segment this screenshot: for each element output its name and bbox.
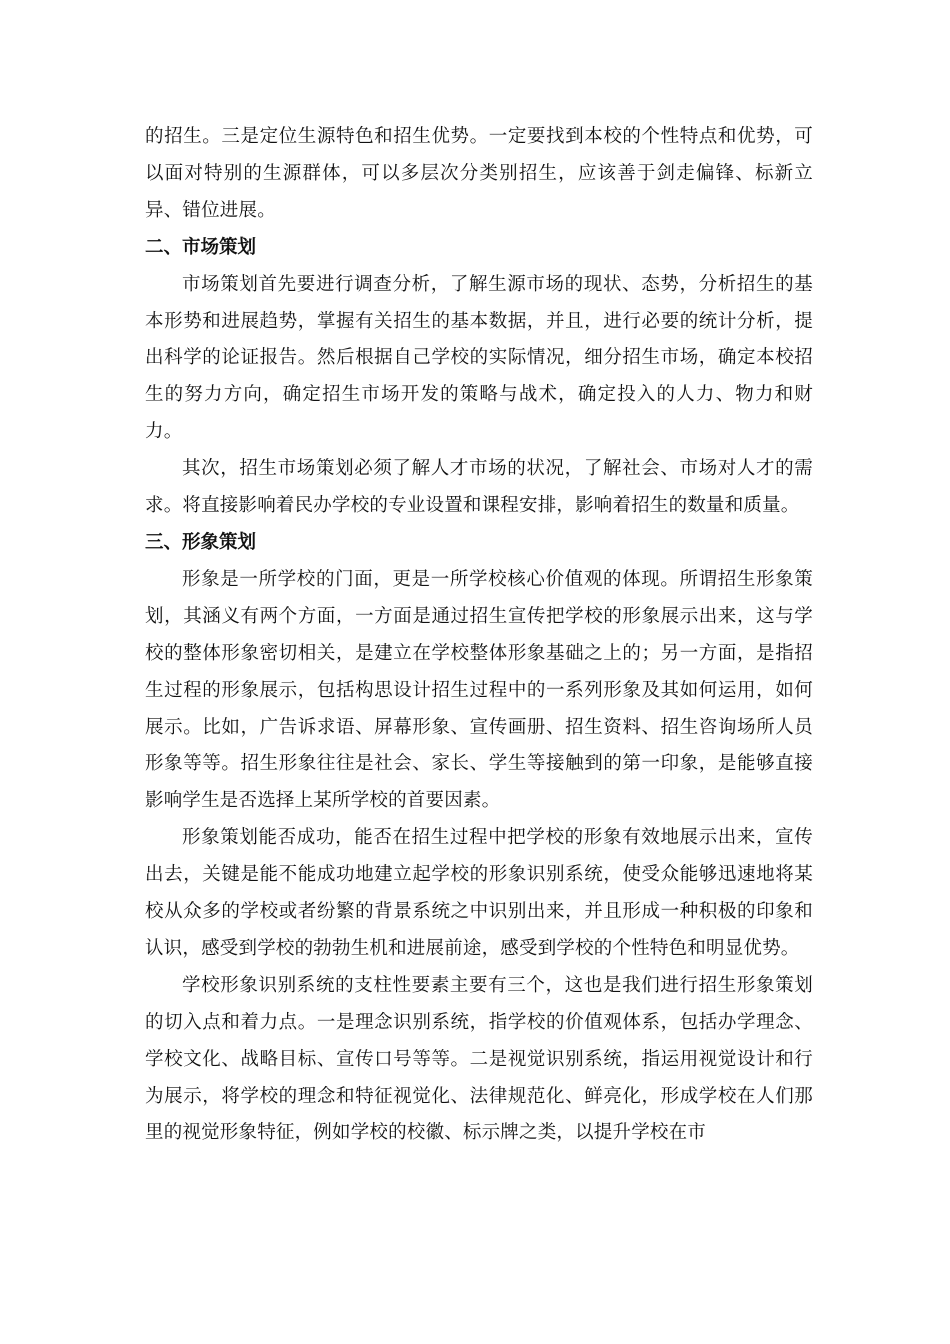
- paragraph-image-planning: 形象是一所学校的门面，更是一所学校核心价值观的体现。所谓招生形象策划，其涵义有两个方面，一方面是通过招生宣传把学校的形象展示出来，这与学校的整体形象密切相关，是建立在学校整体形象基础之上的；另一方面，是指招生过程的形象展示，包括构思设计招生过程中的一系列形象及其如何运用，如何展示。比如，广告诉求语、屏幕形象、宣传画册、招生资料、招生咨询场所人员形象等等。招生形象往往是社会、家长、学生等接触到的第一印象，是能够直接影响学生是否选择上某所学校的首要因素。: [145, 568, 813, 812]
- paragraph-market-planning: 市场策划首先要进行调查分析，了解生源市场的现状、态势，分析招生的基本形势和进展趋势，掌握有关招生的基本数据，并且，进行必要的统计分析，提出科学的论证报告。然后根据自己学校的实际情况，细分招生市场，确定本校招生的努力方向，确定招生市场开发的策略与战术，确定投入的人力、物力和财力。: [145, 273, 813, 443]
- section-heading-image-planning: 三、形象策划: [145, 531, 257, 553]
- section-heading-market-planning: 二、市场策划: [145, 236, 257, 258]
- document-page: [145, 119, 813, 1152]
- paragraph-identity-system: 形象策划能否成功，能否在招生过程中把学校的形象有效地展示出来，宣传出去，关键是能不能成功地建立起学校的形象识别系统，使受众能够迅速地将某校从众多的学校或者纷繁的背景系统之中识别出来，并且形成一种积极的印象和认识，感受到学校的勃勃生机和进展前途，感受到学校的个性特色和明显优势。: [145, 827, 813, 959]
- paragraph-enrollment-positioning: 的招生。三是定位生源特色和招生优势。一定要找到本校的个性特点和优势，可以面对特别的生源群体，可以多层次分类别招生，应该善于剑走偏锋、标新立异、错位进展。: [145, 126, 813, 221]
- paragraph-identity-pillars: 学校形象识别系统的支柱性要素主要有三个，这也是我们进行招生形象策划的切入点和着力点。一是理念识别系统，指学校的价值观体系，包括办学理念、学校文化、战略目标、宣传口号等等。二是视觉识别系统，指运用视觉设计和行为展示，将学校的理念和特征视觉化、法律规范化、鲜亮化，形成学校在人们那里的视觉形象特征，例如学校的校徽、标示牌之类，以提升学校在市: [145, 974, 813, 1144]
- paragraph-talent-market: 其次，招生市场策划必须了解人才市场的状况，了解社会、市场对人才的需求。将直接影响着民办学校的专业设置和课程安排，影响着招生的数量和质量。: [145, 458, 813, 517]
